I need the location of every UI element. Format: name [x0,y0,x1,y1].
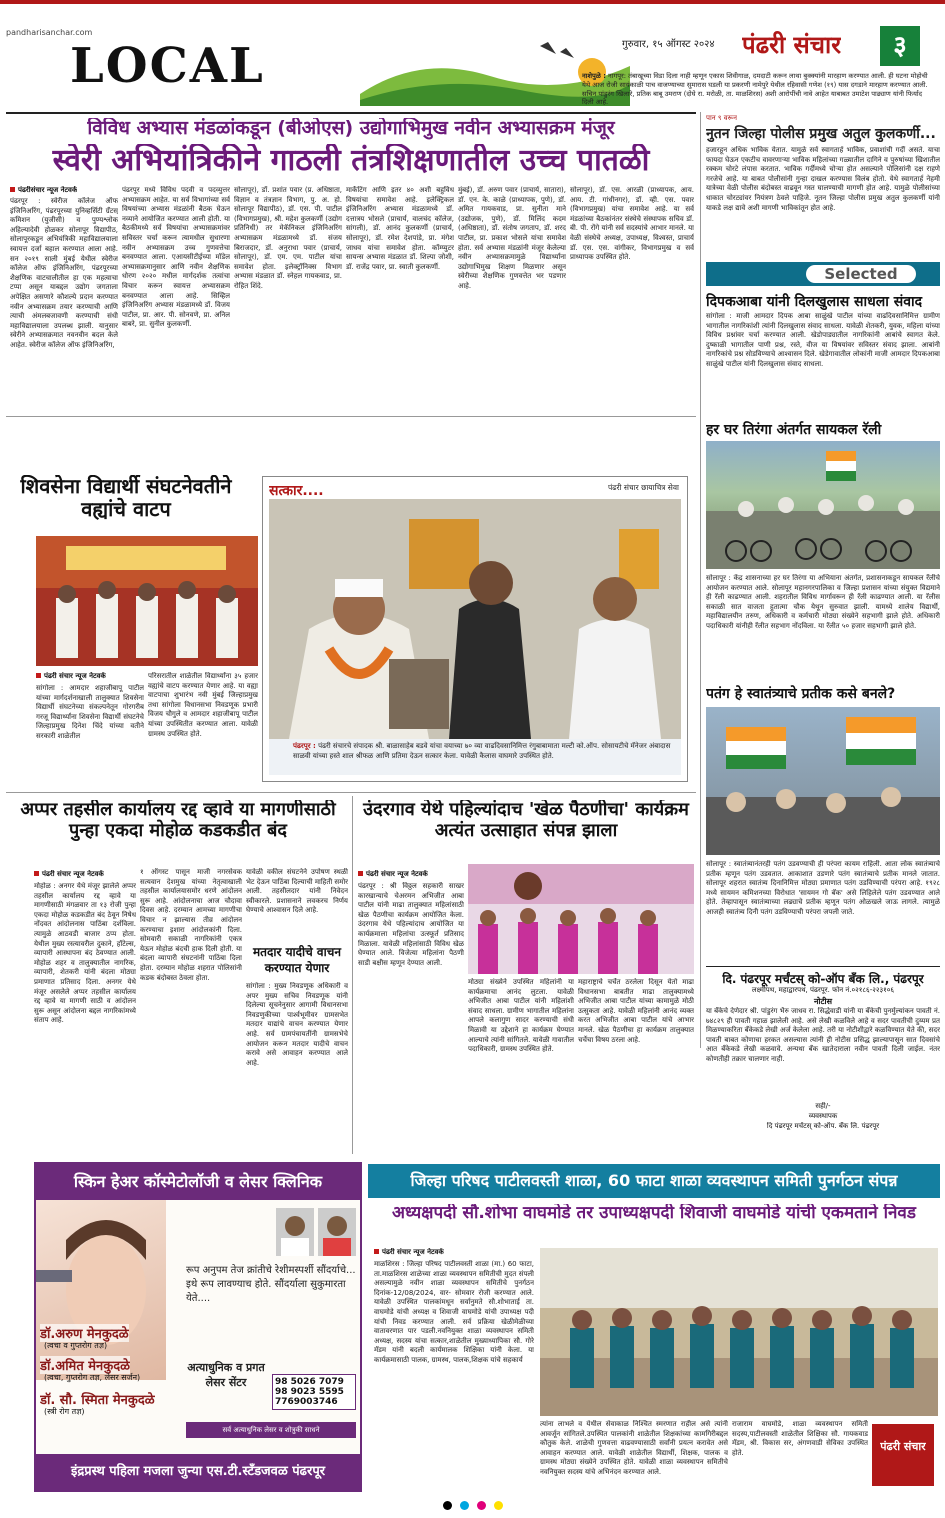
ticker-body: नागपूर: तंबाखूच्या विडा दिला नाही म्हणून एकास शिवीगाळ, दमदाटी करून लाथा बुक्क्यांनी मारहाण करण्यात आली. ही घटना मोहोची येथे आज रोजी सायंकाळी पाच वाजण्याच्या सुमारास घडली या प्रकरणी नामेपुरे येथील रहिवासी गणेश (१९) यास दगडाने मारहाण करण्यात आली. सचिन पांडुरंग खिलारे, प्रतिक बाबू उमराण (दोघे रा. मरोळी, ता. माळशिरस) अशी आरोपींची नावे आहेत याबाबत उमाटेश पाढ्याण यांनी फिर्याद दिली आहे. [582,72,928,107]
ad-doctor-3-spec: (स्त्री रोग तज्ञ) [44,1407,85,1416]
swatch-cyan [460,1501,469,1510]
shiv-headline: शिवसेना विद्यार्थी संघटनेवतीने वह्यांचे वाटप [20,475,232,521]
satkar-photo [269,499,681,739]
paithani-photo [468,864,694,974]
bank-title: दि. पंढरपूर मर्चंटस् को-ऑप बँक लि., पंढरपूर [722,972,924,986]
zp-col-2: त्यांना लाभले व येथील सेवाकाळ निश्चित स्मरणात राहील असे त्यांनी आवर्जून सांगितले.उपस्थित पालकांनी शाळेतील शिक्षकांच्या कामगिरीबद्दल कौतुक केले. शाळेची गुणवत्ता वाढवण्यासाठी सर्वांनी प्रयत्न करावेत असे आवाहन करण्यात आले. यावेळी शाळेतील विद्यार्थी, शिक्षक, पालक व ग्रामस्थ मोठ्या संख्येने उपस्थित होते. यावेळी शाळा व्यवस्थापन समितीचे नवनियुक्त सदस्य यांचे अभिनंदन करण्यात आले. [540,1420,728,1476]
footer-logo: पंढरी संचार [872,1424,934,1486]
ad-doctor-2-spec: (त्वचा, गुप्तरोग तज्ञ, लेसर सर्जन) [44,1373,141,1382]
mohol-byline: पंढरी संचार न्यूज नेटवर्क [34,870,104,879]
satkar-label: सत्कार.... [269,483,324,499]
ad-phones[interactable] [272,1374,356,1410]
mid-rule [6,416,696,417]
swatch-magenta [477,1501,486,1510]
mohol-col-1: मोहोळ : अनगर येथे मंजूर झालेले अप्पर तहसील कार्यालय रद्द व्हावे या मागणीसाठी मंगळवार ता १३ रोजी पुन्हा एकदा मोहोळ कडकडीत बंद ठेवून निषेध नोंदवत आंदोलनास पाठिंबा दर्शविला. त्यामुळे आठवडी बाजार ठप्प होता. येथील मुख्य रस्त्यावरील दुकाने, हॉटेल्स, व्यापारी आस्थापना बंद ठेवण्यात आली. मोहोळ शहर व तालुक्यातील नागरिक, व्यापारी, शेतकरी यांनी बंदला मोठ्या प्रमाणात प्रतिसाद दिला. अनगर येथे मंजूर असलेले अप्पर तहसील कार्यालय रद्द व्हावे या मागणी साठी व आंदोलन सुरू असून आंदोलना बद्दल नागरिकांमध्ये संताप आहे. [34,882,136,1025]
top-col-6: सोलापूर), डॉ. एस. आरळी (प्राध्यापक, आय. आय. टी. गांधीनगर), डॉ. व्ही. एस. पवार (विभागप्रमुख) यांचा समावेश आहे. या सर्व मंडळांच्या बैठकांनंतर संस्थेचे संस्थापक सचिव डॉ. बी. पी. रोंगे यांनी सर्व सदस्यांचे आभार मानले. या वेळी संस्थेचे अध्यक्ष, उपाध्यक्ष, विश्वस्त, प्राचार्य डॉ. एस. एस. वांगीकर, विभागप्रमुख व सर्व प्राध्यापक उपस्थित होते. [570,186,694,262]
bank-sign: सही/- [815,1102,831,1110]
doctor-photo-2 [318,1208,356,1256]
top-kicker: विविध अभ्यास मंडळांकडून (बीओएस) उद्योगाभिमुख नवीन अभ्यासक्रम मंजूर [87,118,615,139]
selected-banner [706,262,940,286]
zp-col-1: माळशिरस : जिल्हा परिषद पाटीलवस्ती शाळा (मा.) 60 फाटा, ता.माळशिरस शाळेच्या शाळा व्यवस्थापन समितीची मुदत संपली असल्यामुळे नवीन शाळा व्यवस्थापन समितीचे पुनर्गठन दिनांक-12/08/2024, वार- सोमवार रोजी करण्यात आले. यावेळी उपस्थित पालकांमधून सर्वानुमते सौ.शोभाताई ता. वाघमोडे यांची अध्यक्ष व शिवाजी वाघमोडे यांची उपाध्यक्ष पदी यांची निवड करण्यात आली. सर्व प्रक्रिया खेळीमेळीच्या वातावरणात पार पडली.नवनियुक्त शाळा व्यवस्थापन समिती अध्यक्ष, सदस्य यांचा सत्कार,शाळेतील मुख्याध्यापिका सौ. गोरे मॅडम यांनी बदली कार्यमालक शिक्षिका यांनी केला. या कार्यक्रमासाठी पालक, ग्रामस्थ, पालक,शिक्षक यांचे सहकार्य [374,1260,534,1364]
paithani-byline: पंढरी संचार न्यूज नेटवर्क [358,870,428,879]
dinkar-body: हजारहून अधिक भाविक येतात. यामुळे सर्व स्वागतार्ह भाविक, प्रवाशांची गर्दी असते. याचा फायदा घेऊन एकटीच वावरणाऱ्या भाविक महिलांच्या गळ्यातील दागिने व पुरुषांच्या खिशातील रक्कम चोरटे लंपास करतात. भाविक गर्दीमध्ये चोऱ्या होत असल्याने पोलिसांनी दक्ष राहणे गरजेचे आहे. या बाबत पोलीसांनी गुन्हा दाखल करण्यास विलंब होतो. येथे स्वागतार्ह नेहमी यात्रेच्या वेळी पोलीस बंदोबस्त वाढवून गस्त घालण्याची मागणी होत आहे. यामुळे पोलीसांच्या धाकात चोरट्यांवर नियंत्रण ठेवले पाहिजे. नूतन जिल्हा पोलीस प्रमुख अतुल कुलकर्णी यांनी याकडे लक्ष द्यावे अशी मागणी भाविकांतून होत आहे. [706,146,940,212]
mohol-col-2: १ ऑगस्ट पासून माजी नगरसेवक सत्यवान देशमुख यांच्या नेतृत्वाखाली तहसील कार्यालयासमोर धरणे आंदोलन सुरू आहे. आंदोलनाचा आज चौदावा दिवस आहे. दरम्यान आमच्या मागणीचा विचार न झाल्यास तीव्र आंदोलन करण्याचा इशारा आंदोलकांनी दिला. सोमवारी सकाळी नागरिकांनी एकत्र येऊन मोहोळ बंदची हाक दिली होती. या बंदला व्यापारी संघटनांनी पाठिंबा दिला होता. दरम्यान मोहोळ शहरात पोलिसांनी कडक बंदोबस्त ठेवला होता. [140,868,242,982]
top-col-5: मुंबई), डॉ. अरुण पवार (प्राचार्य, सातारा), डॉ. एन. के. काळे (प्राध्यापक, पुणे), डॉ. अमित गायकवाड, प्रा. सुनीता माने (उद्योजक, पुणे), डॉ. मिलिंद कदम (अधिष्ठाता), डॉ. संतोष जगताप, डॉ. शरद पाटील, प्रा. प्रकाश भोसले यांचा समावेश होता. सर्व अभ्यास मंडळांनी मंजूर केलेल्या नवीन अभ्यासक्रमामुळे विद्यार्थ्यांना उद्योगाभिमुख शिक्षण मिळणार असून स्वेरीच्या शैक्षणिक गुणवत्तेत भर पडणार आहे. [458,186,566,290]
ad-laser-center: अत्याधुनिक व प्रगत लेसर सेंटर [187,1361,265,1389]
satkar-caption-text: पंढरी संचारचे संपादक श्री. बाळासाहेब बडवे यांचा वयाच्या ७० व्या वाढदिवसानिमित्त रंगुबाबामाता मल्टी को.ऑप. सोसायटीचे मॅनेजर अंबादास साळवी यांच्या हस्ते शाल श्रीफळ आणि प्रतिमा देऊन सत्कार केला. यावेळी कैलास वाघमारे उपस्थित होते. [293,742,671,760]
page-number: ३ [880,26,920,66]
ad-tagline: रूप अनुपम तेज क्रांतीचे रेशीमस्पर्शी सौंदर्याचे... इथे रूप लावण्याच होते. सौंदर्याला सुकुमारता येते.... [186,1265,356,1304]
zp-kicker: जिल्हा परिषद पाटीलवस्ती शाळा, 60 फाटा शाळा व्यवस्थापन समिती पुनर्गठन संपन्न [368,1164,940,1198]
continued-label: पान ९ वरून [706,114,737,122]
ad-phone-1[interactable]: 98 5026 7079 [275,1377,344,1387]
top-headline: स्वेरी अभियांत्रिकीने गाठली तंत्रशिक्षणातील उच्च पातळी [52,144,650,178]
top-col-2: पंढरपूर मध्ये विविध पदवी व पदव्युत्तर अभ्यासक्रम आहेत. या सर्व विभागांच्या सर्व विषयांच्या अभ्यास मंडळांनी बैठक घेऊन नव्याने आयोजित करण्यात आली होती. या बैठकीमध्ये सर्व विषयांचा अभ्यासक्रमांवर सविस्तर चर्चा करून त्यामधील सुधारणा नवीन अभ्यासक्रम उच्च गुणवत्तेचा बनवण्यात आला. एआयसीटीईच्या मॉडेल अभ्यासक्रमानुसार आणि नवीन शैक्षणिक धोरण २०२० मधील मार्गदर्शक तत्वांचा विचार करून स्वायत्त अभ्यासक्रम बनवण्यात आला आहे. सिव्हिल इंजिनिअरिंग अभ्यास मंडळामध्ये डॉ. विजय पाटील, प्रा. आर. पी. सोनवणे, प्रा. अनिल बाबरे, प्रा. सुनील कुलकर्णी. [122,186,230,329]
swatch-black [443,1501,452,1510]
print-registration-bar [0,1492,945,1518]
bank-rule [706,966,940,967]
selected-tag: Selected [806,265,916,283]
shiv-col-1: सांगोला : आमदार शहाजीबापू पाटील यांच्या मार्गदर्शनाखाली तालुक्यात शिवसेना विद्यार्थी संघटनेच्या संकल्पनेतून गोरगरीब गरजू विद्यार्थ्यांना शिवसेना विद्यार्थी संघटनेचे जिल्हाप्रमुख दिनेश चिंदे यांच्या वतीने सरकारी शाळेतील [36,684,144,740]
kite-body: सोलापूर : स्वातंत्र्यानंतरही पतंग उडवण्याची ही परंपरा कायम राहिली. आता लोक स्वातंत्र्याचे प्रतीक म्हणून पतंग उडवतात. आकाशात उडणारे पतंग स्वातंत्र्याचे प्रतीक मानले जातात. सोलापूर शहरात स्वातंत्र्य दिनानिमित्त मोठ्या प्रमाणात पतंग उडविण्याची परंपरा आहे. १९२८ मध्ये सायमन कमिशनच्या विरोधात 'सायमन गो बॅक' असे लिहिलेले पतंग उडवण्यात आले होते. तेव्हापासून स्वातंत्र्याच्या लढ्याचे प्रतीक म्हणून पतंग ओळखले जाऊ लागले. त्यामुळे आजही स्वातंत्र्य दिनी पतंग उडविण्याची परंपरा जपली जाते. [706,860,940,916]
ad-doctor-2: डॉ.अमित मेनकुदळे [40,1356,130,1374]
cycle-body: सोलापूर : केंद्र शासनाच्या हर घर तिरंगा या अभियाना अंतर्गत, प्रशासनाकडून सायकल रॅलीचे आयोजन करण्यात आले. सोलापूर महानगरपालिका व जिल्हा प्रशासन यांच्या संयुक्त विद्यमाने ही रॅली काढण्यात आली. शहरातील विविध मार्गावरून ही रॅली काढण्यात आली. या रॅलीस सकाळी सात वाजता हुतात्मा चौक येथून सुरुवात झाली. यामध्ये शालेय विद्यार्थी, महाविद्यालयीन तरुण, अधिकारी व कर्मचारी मोठ्या संख्येने सहभागी झाले होते. अधिकारी पदाधिकारी यांनीही रॅलीत सहभाग नोंदविला. या रॅलीत ५० हजार सहभागी झाले होते. [706,574,940,630]
mohol-col-3: यावेळी वकील संघटनेने उपोषण स्थळी भेट देऊन पाठिंबा दिल्याची माहिती समोर आली. तहसीलदार यांनी निवेदन स्वीकारले. प्रशासनाने लवकरच निर्णय घेण्याचे आश्वासन दिले आहे. [246,868,348,915]
mohol-headline: अप्पर तहसील कार्यालय रद्द व्हावे या मागणीसाठी पुन्हा एकदा मोहोळ कडकडीत बंद [20,800,336,841]
ad-title: स्किन हेअर कॉस्मेटोलॉजी व लेसर क्लिनिक [36,1164,360,1200]
photo-credit: पंढरी संचार छायाचित्र सेवा [607,483,679,492]
site-url[interactable]: pandharisanchar.com [6,28,93,37]
top-byline: पंढरीसंचार न्यूज नेटवर्क [10,186,77,195]
ad-model-photo [36,1200,166,1380]
satkar-caption [293,742,675,761]
sidebar-divider [700,112,701,1048]
kite-headline: पतंग हे स्वातंत्र्याचे प्रतीक कसे बनले? [706,686,896,702]
cycle-rally-photo [706,441,940,569]
skin-clinic-ad[interactable] [34,1162,362,1492]
zp-group-photo [540,1248,938,1416]
bank-role: व्यवस्थापक [808,1112,838,1120]
paithani-col-4: महाराष्ट्राचे चर्चेत ठरलेला दिसून येतो माढा विधानसभा बाबतीत माढा तालुक्यामध्ये अभिजीत आबा पाटील यांच्या कामामुळे मोठी उत्सुकता आहे. यावेळी महिलांनी आनंद व्यक्त करत अभिजीत आबा पाटील यांचे आभार मानले. खेळ पैठणीचा हा कार्यक्रम तालुक्यात चर्चेचा विषय ठरला आहे. [578,978,694,1044]
ad-phone-2[interactable]: 98 9023 5595 [275,1387,344,1397]
mohol-col-3b: सांगोला : मुख्य निवडणूक अधिकारी व अपर मुख्य सचिव निवडणूक यांनी दिलेल्या सूचनेनुसार आगामी विधानसभा निवडणुकीच्या पार्श्वभूमीवर ग्रामसभेत मतदार याद्यांचे वाचन करण्यात येणार आहे. सर्व ग्रामपंचायतींनी ग्रामसभेचे आयोजन करून मतदार यादीचे वाचन करावे असे आवाहन करण्यात आले आहे. [246,982,348,1067]
header-rule [6,112,696,114]
ticker-lead: नाशेपुळे : [582,72,606,80]
bank-address: लक्ष्मीपथ, महाद्वारपथ, पंढरपूर. फोन नं.०२१८६-२२३१०६ [751,986,895,994]
ad-doctor-3: डॉ. सौ. स्मिता मेनकुदळे [40,1393,155,1408]
top-col-1: पंढरपूर : स्वेरीज कॉलेज ऑफ इंजिनिअरिंग, पंढरपूरच्या युनिव्हर्सिटी ग्रँटस् कमिशन (युजीसी) व पुण्यश्लोक अहिल्यादेवी होळकर सोलापूर विद्यापीठ, सोलापूरकडून अभियंत्रिकी महाविद्यालयाला स्वायत्त दर्जा बहाल करण्यात आला आहे. सन २०१९ साली मुंबई येथील स्वेरीज कॉलेज ऑफ इंजिनिअरिंग, पंढरपूरच्या शैक्षणिक वाटचालीतील हा एक महत्वाचा टप्पा असून याबद्दल उद्योग जगताला अपेक्षित असणारे कौशल्ये प्रदान करण्यात नवीन अभ्यासक्रम तयार करण्याची आणि त्याची अंमलबजावणी करण्याची संधी महाविद्यालयाला उपलब्ध झाली. यानुसार स्वेरीने अभ्यासक्रमात नवनवीन बदल केले आहेत. स्वेरीज कॉलेज ऑफ इंजिनिअरिंग, [10,197,118,349]
paithani-col-2: मोठ्या संख्येने उपस्थित महिलांनी या कार्यक्रमाचा आनंद लुटला. यावेळी अभिजीत आबा पाटील यांनी महिलांशी संवाद साधला. ग्रामीण भागातील महिलांना आपले कलागुण सादर करण्याची संधी मिळावी या उद्देशाने हा कार्यक्रम घेण्यात आल्याचे त्यांनी सांगितले. यावेळी गावातील पदाधिकारी, ग्रामस्थ उपस्थित होते. [468,978,574,1054]
ticker-text [582,72,932,110]
dinkar-headline: नुतन जिल्हा पोलीस प्रमुख अतुल कुलकर्णी... [706,126,936,142]
paithani-divider [352,796,353,1154]
masthead: पंढरी संचार [742,31,842,59]
top-accent-bar [0,0,945,4]
kite-photo [706,707,940,855]
lower-rule [6,792,696,793]
top-col-3: सोलापूर), डॉ. प्रशांत पवार (प्र. अधिष्ठाता, विज्ञान व तंत्रज्ञान विभाग, पु. अ. हो. सोलापूर विद्यापीठ), डॉ. एस. पी. पाटील (विभागप्रमुख), श्री. महेश कुलकर्णी (उद्योग प्रतिनिधी) तर मेकॅनिकल इंजिनिअरिंग अभ्यासक्रम मंडळामध्ये डॉ. संजय बिराजदार, डॉ. अनुराधा पवार (प्राचार्य, सोलापूर), डॉ. एम. एम. पाटील यांचा समावेश होता. इलेक्ट्रॉनिक्स विभाग अभ्यास मंडळात डॉ. स्नेहल गायकवाड, प्रा. रोहित शिंदे. [234,186,342,290]
top-col-4: मार्केटिंग आणि इतर ४० अशी बहुविध विषयांचा समावेश आहे. इलेक्ट्रिकल इंजिनिअरिंग अभ्यास मंडळामध्ये डॉ. दत्तात्रय भोसले (प्राचार्य, वालचंद कॉलेज, सांगली), डॉ. आनंद कुलकर्णी (प्राचार्य, सोलापूर), डॉ. रमेश देशपांडे, प्रा. मंगेश जाधव यांचा समावेश होता. कॉम्प्युटर सायन्स अभ्यास मंडळात डॉ. शिल्पा जोशी, डॉ. राजेंद्र पवार, प्रा. स्वाती कुलकर्णी. [346,186,454,271]
satkar-caption-lead: पंढरपूर : [293,742,316,750]
ad-address: इंद्रप्रस्थ पहिला मजला जुन्या एस.टी.स्टँडजवळ पंढरपूर [36,1454,360,1490]
voter-list-subhead: मतदार यादीचे वाचन करण्यात येणार [253,945,341,975]
swatch-yellow [494,1501,503,1510]
ad-phone-3[interactable]: 7769003746 [275,1397,338,1407]
bank-body: या बँकेचे देणेदार श्री. पांडुरंग भैरु जाधव रा. सिद्धेवाडी यांनी या बँकेची पुनर्मुल्यांकन पावती नं. ७४८२९ ही पावती गहाळ झालेली आहे. असे लेखी कळविले आहे व सदर पावतीची दुय्यम प्रत मिळण्याकरिता बँकेकडे लेखी अर्ज केलेला आहे. तरी या नोटीशीद्वारे कळविण्यात येते की, सदर पावती बाबत कोणाचा हरकत असल्यास त्यांनी ही नोटीस प्रसिद्ध झाल्यापासून सात दिवसांचे आत बँकेकडे लेखी कळवावे. अन्यथा बँक खातेदाराला नवीन पावती दिली जाईल. नंतर कोणतीही तक्रार चालणार नाही. [706,1007,940,1063]
satkar-frame [262,476,688,782]
ad-doctor-1-spec: (त्वचा व गुप्तरोग तज्ञ) [44,1341,108,1350]
bank-org: दि पंढरपूर मर्चंटस् को-ऑप. बँक लि. पंढरपूर [766,1122,880,1130]
section-title: LOCAL [70,40,265,92]
cycle-headline: हर घर तिरंगा अंतर्गत सायकल रॅली [706,422,882,438]
doctor-photo-1 [276,1208,314,1256]
zp-col-3: राजाराम वाघमोडे, शाळा व्यवस्थापन समिती सदस्य,पाटीलवस्ती शाळेतील शिक्षिका सौ. गायकवाड मॅडम, श्री. विकास सर, अंगणवाडी सेविका उपस्थित होते. [732,1420,868,1457]
selected-headline: दिपकआबा यांनी दिलखुलास साधला संवाद [706,294,923,310]
ad-doctor-1: डॉ.अरुण मेनकुदळे [40,1324,129,1342]
zp-byline: पंढरी संचार न्यूज नेटवर्क [374,1248,444,1257]
satkar-caption-box [269,739,681,775]
ad-strip: सर्व अत्याधुनिक लेसर व शोत्रुकी साधने [186,1422,356,1438]
issue-date: गुरुवार, १५ ऑगस्ट २०२४ [622,39,715,50]
shiv-event-photo [36,536,258,666]
bank-notice: नोटीस [813,997,833,1006]
zp-headline: अध्यक्षपदी सौ.शोभा वाघमोडे तर उपाध्यक्षपदी शिवाजी वाघमोडे यांची एकमताने निवड [392,1204,916,1223]
shiv-col-2: परिसरातील शाळेतील विद्यार्थ्यांना ३५ हजार वह्यांचे वाटप करण्यात येणार आहे. या वह्या वाटपाचा शुभारंभ नवी मुंबई जिल्हाप्रमुख तथा सांगोला विधानसभा निवडणूक प्रभारी विजय चौगुले व आमदार शहाजीबापू पाटील यांच्या उपस्थितीत करण्यात आला. यावेळी ग्रामस्थ उपस्थित होते. [148,672,258,738]
shiv-byline: पंढरी संचार न्यूज नेटवर्क [36,672,106,681]
paithani-headline: उंदरगाव येथे पहिल्यांदाच 'खेळ पैठणीचा' कार्यक्रम अत्यंत उत्साहात संपन्न झाला [363,800,689,841]
paithani-col-1: पंढरपूर : श्री विठ्ठल सहकारी साखर कारखान्याचे चेअरमन अभिजीत आबा पाटील यांनी माढा तालुक्यात महिलांसाठी खेळ पैठणीचा कार्यक्रम आयोजित केला. उंदरगाव येथे पहिल्यांदाच आयोजित या कार्यक्रमाला महिलांचा उत्स्फूर्त प्रतिसाद मिळाला. यावेळी महिलांसाठी विविध खेळ घेण्यात आले. विजेत्या महिलांना पैठणी साडी बक्षीस म्हणून देण्यात आली. [358,882,464,967]
selected-body: सांगोला : माजी आमदार दिपक आबा साळुंखे पाटील यांच्या वाढदिवसानिमित्त ग्रामीण भागातील नागरिकांशी त्यांनी दिलखुलास संवाद साधला. यावेळी शेतकरी, युवक, महिला यांच्या विविध प्रश्नांवर चर्चा करण्यात आली. खेडोपाड्यातील नागरिकांनी आबांचे स्वागत केले. दुष्काळी भागातील पाणी प्रश्न, रस्ते, वीज या विषयांवर सविस्तर संवाद झाला. आबांनी नागरिकांचे प्रश्न सोडविण्याचे आश्वासन दिले. खेडेगावातील लोकांनी माजी आमदार दिपकआबा साळुंखे पाटील यांनी दिलखुलास संवाद साधला. [706,312,940,368]
